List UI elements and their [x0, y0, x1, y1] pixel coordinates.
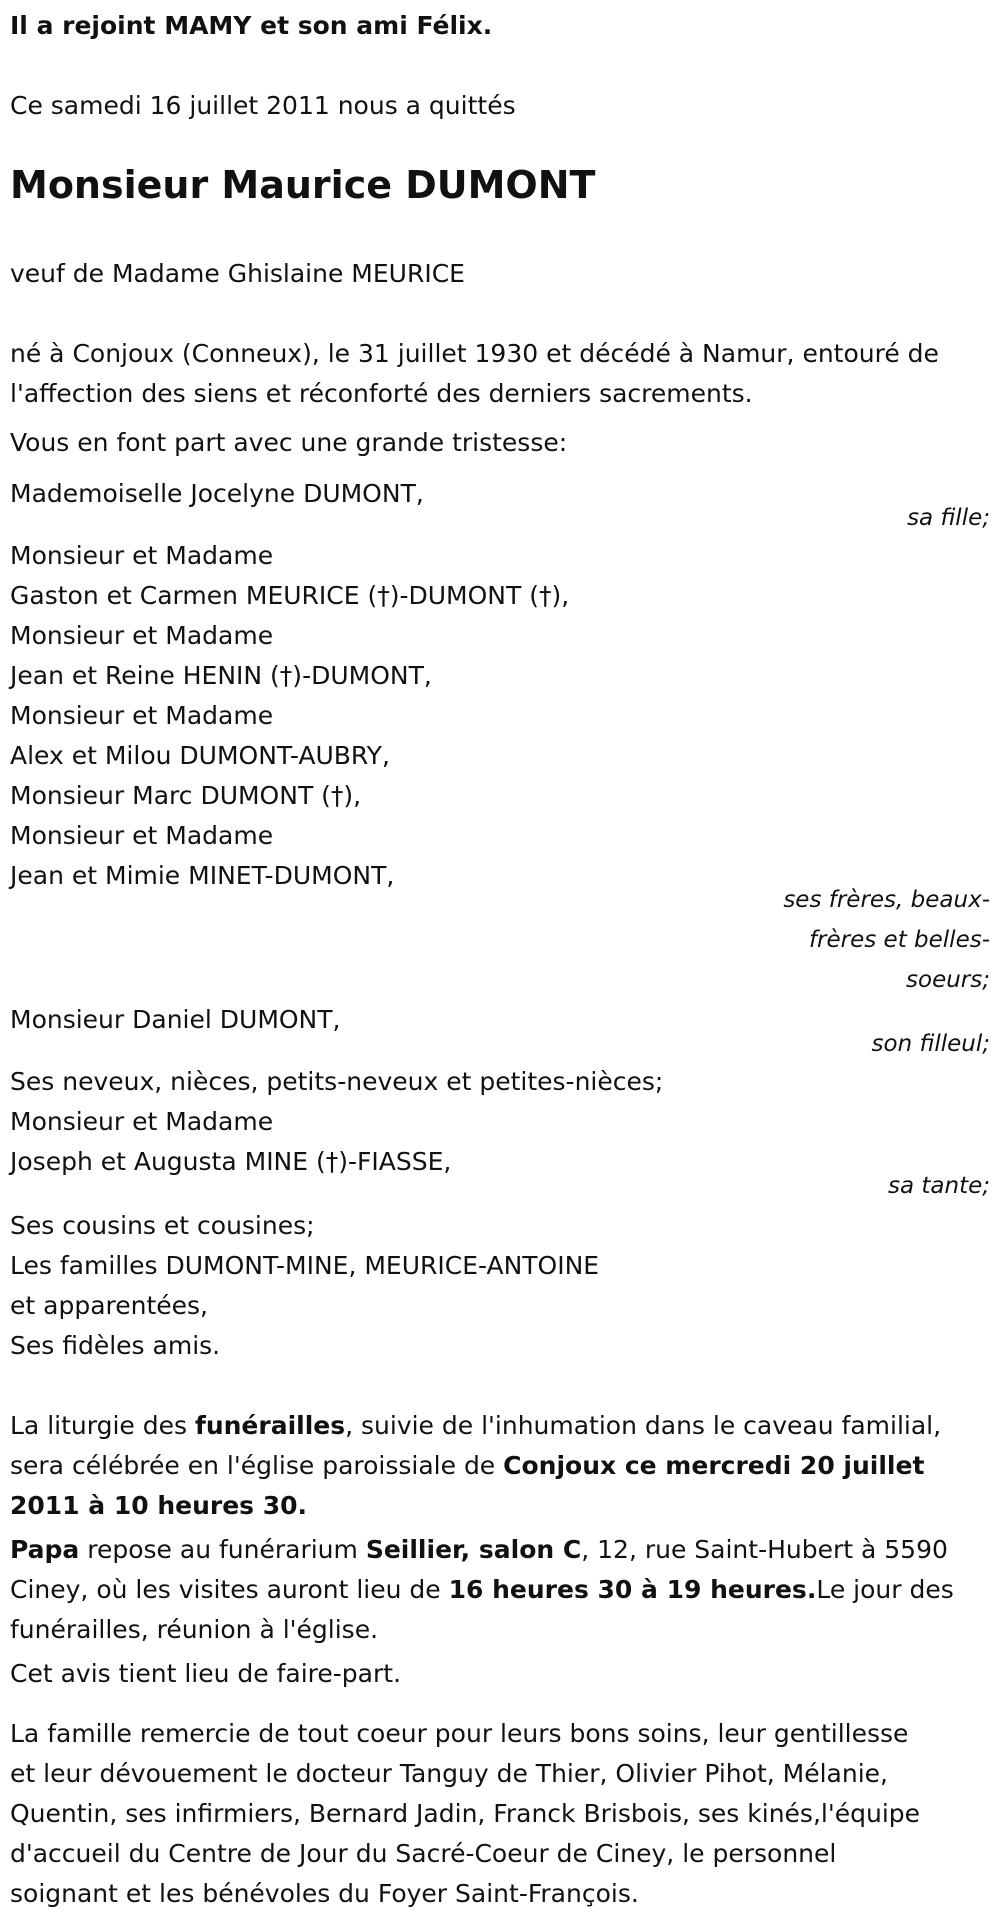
sibling-line: Monsieur et Madame: [10, 621, 274, 650]
funeral-line: [10, 1406, 1000, 1446]
sibling-line: Alex et Milou DUMONT-AUBRY,: [10, 741, 390, 770]
godson-name: Monsieur Daniel DUMONT,: [10, 1005, 341, 1034]
header-line: Il a rejoint MAMY et son ami Félix.: [10, 11, 493, 40]
rest-text: repose au funérarium: [79, 1535, 366, 1564]
nephews-line: Ses neveux, nièces, petits-neveux et petites-nièces;: [10, 1067, 664, 1096]
aunt-line: Joseph et Augusta MINE (†)-FIASSE,: [10, 1147, 452, 1176]
funeral-text: , suivie de l'inhumation dans le caveau familial,: [345, 1411, 942, 1440]
others-line: Ses fidèles amis.: [10, 1331, 221, 1360]
siblings-role-line: frères et belles-: [808, 927, 990, 953]
others-line: Les familles DUMONT-MINE, MEURICE-ANTOINE: [10, 1251, 600, 1280]
thanks-line: Quentin, ses infirmiers, Bernard Jadin, Franck Brisbois, ses kinés,l'équipe: [10, 1799, 921, 1828]
rest-line: [10, 1530, 1000, 1570]
sibling-line: Monsieur Marc DUMONT (†),: [10, 781, 362, 810]
announce-line: Vous en font part avec une grande tristesse:: [10, 428, 568, 457]
rest-line: [10, 1570, 1000, 1610]
siblings-list: [10, 536, 1000, 896]
thanks-line: et leur dévouement le docteur Tanguy de Thier, Olivier Pihot, Mélanie,: [10, 1759, 888, 1788]
rest-text: Ciney, où les visites auront lieu de: [10, 1575, 449, 1604]
sibling-line: Gaston et Carmen MEURICE (†)-DUMONT (†),: [10, 581, 570, 610]
daughter-name: Mademoiselle Jocelyne DUMONT,: [10, 479, 424, 508]
funeral-text: sera célébrée en l'église paroissiale de: [10, 1451, 504, 1480]
rest-bold: Papa: [10, 1535, 80, 1564]
birth-line: né à Conjoux (Conneux), le 31 juillet 1930 et décédé à Namur, entouré de: [10, 339, 939, 368]
funeral-bold: funérailles: [194, 1411, 346, 1440]
sibling-line: Jean et Mimie MINET-DUMONT,: [10, 861, 395, 890]
rest-paragraph: [10, 1530, 1000, 1650]
intro-line: Ce samedi 16 juillet 2011 nous a quittés: [10, 91, 516, 120]
widower-line: veuf de Madame Ghislaine MEURICE: [10, 259, 465, 288]
sibling-line: Monsieur et Madame: [10, 821, 274, 850]
sibling-line: Monsieur et Madame: [10, 701, 274, 730]
funeral-line: [10, 1446, 1000, 1486]
rest-bold: Seillier, salon C: [365, 1535, 582, 1564]
aunt-block: [10, 1102, 1000, 1182]
thanks-line: La famille remercie de tout coeur pour leurs bons soins, leur gentillesse: [10, 1719, 909, 1748]
aunt-role: sa tante;: [888, 1173, 990, 1199]
birth-paragraph: [10, 334, 1000, 414]
funeral-bold: Conjoux ce mercredi 20 juillet: [503, 1451, 925, 1480]
sibling-line: Monsieur et Madame: [10, 541, 274, 570]
aunt-line: Monsieur et Madame: [10, 1107, 274, 1136]
rest-line: funérailles, réunion à l'église.: [10, 1615, 379, 1644]
rest-text: , 12, rue Saint-Hubert à 5590: [581, 1535, 948, 1564]
thanks-paragraph: [10, 1714, 1000, 1914]
siblings-role: [783, 880, 990, 1000]
deceased-name: Monsieur Maurice DUMONT: [10, 163, 596, 207]
funeral-paragraph: [10, 1406, 1000, 1526]
birth-line: l'affection des siens et réconforté des derniers sacrements.: [10, 379, 753, 408]
godson-role: son filleul;: [871, 1031, 990, 1057]
siblings-role-line: soeurs;: [906, 967, 990, 993]
funeral-text: La liturgie des: [10, 1411, 195, 1440]
daughter-role: sa fille;: [907, 505, 990, 531]
rest-text: Le jour des: [816, 1575, 954, 1604]
notice-line: Cet avis tient lieu de faire-part.: [10, 1659, 402, 1688]
thanks-line: d'accueil du Centre de Jour du Sacré-Coeur de Ciney, le personnel: [10, 1839, 837, 1868]
sibling-line: Jean et Reine HENIN (†)-DUMONT,: [10, 661, 432, 690]
funeral-line: 2011 à 10 heures 30.: [10, 1491, 308, 1520]
others-line: Ses cousins et cousines;: [10, 1211, 315, 1240]
siblings-role-line: ses frères, beaux-: [783, 887, 990, 913]
thanks-line: soignant et les bénévoles du Foyer Saint-François.: [10, 1879, 639, 1908]
others-line: et apparentées,: [10, 1291, 208, 1320]
others-list: [10, 1206, 1000, 1366]
rest-bold: 16 heures 30 à 19 heures.: [448, 1575, 817, 1604]
